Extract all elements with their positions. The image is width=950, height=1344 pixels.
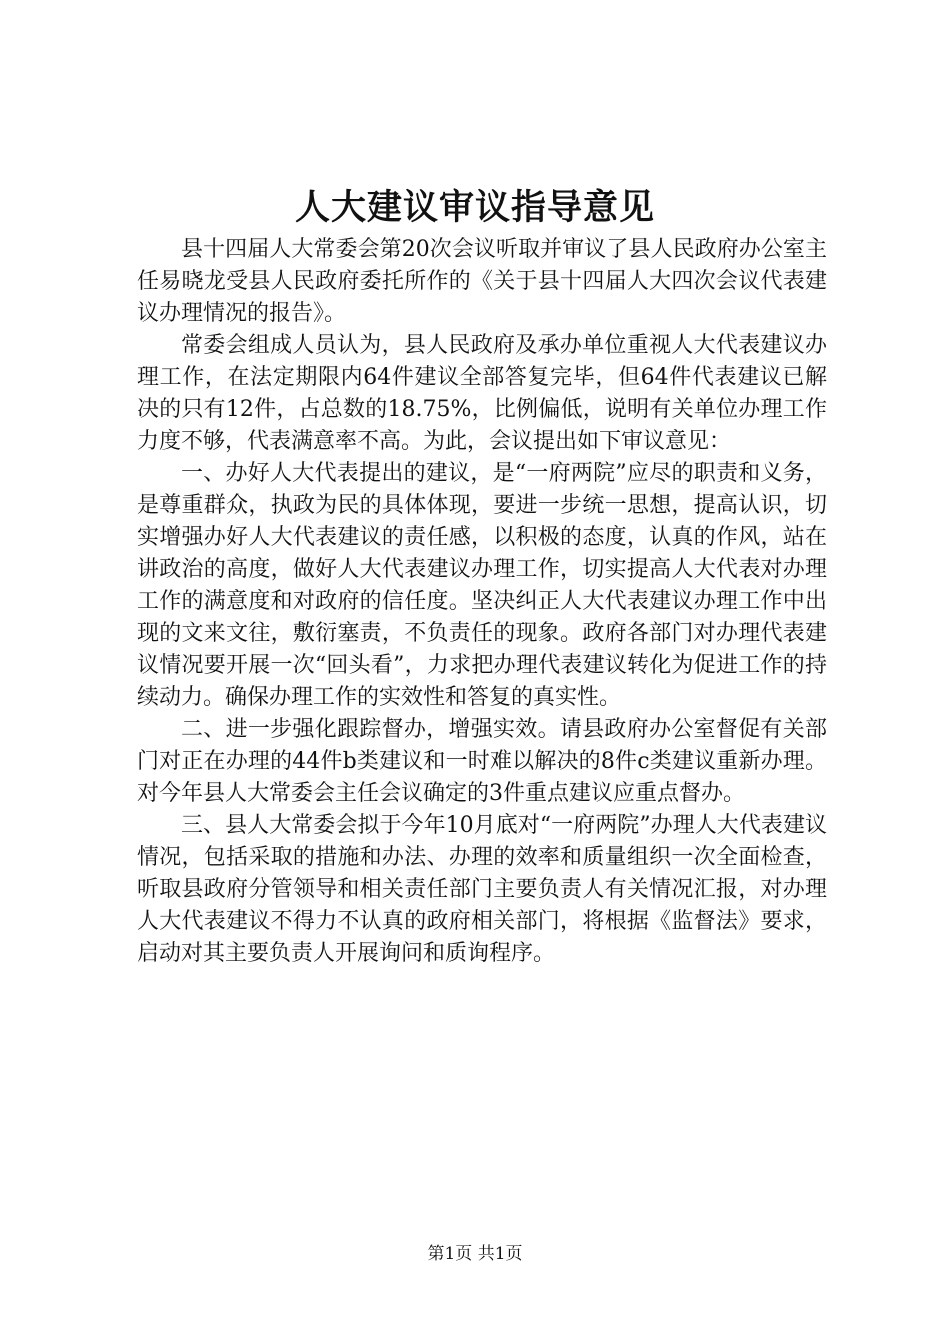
paragraph-point-two: 二、进一步强化跟踪督办，增强实效。请县政府办公室督促有关部门对正在办理的44件b类建议和一时难以解决的8件c类建议重新办理。对今年县人大常委会主任会议确定的3件重点建议应重点督办。 (137, 717, 827, 806)
paragraph-point-one: 一、办好人大代表提出的建议，是“一府两院”应尽的职责和义务，是尊重群众，执政为民的具体体现，要进一步统一思想，提高认识，切实增强办好人大代表建议的责任感，以积极的态度，认真的作风，站在讲政治的高度，做好人大代表建议办理工作，切实提高人大代表对办理工作的满意度和对政府的信任度。坚决纠正人大代表建议办理工作中出现的文来文往，敷衍塞责，不负责任的现象。政府各部门对办理代表建议情况要开展一次“回头看”，力求把办理代表建议转化为促进工作的持续动力。确保办理工作的实效性和答复的真实性。 (137, 461, 827, 710)
document-title: 人大建议审议指导意见 (294, 187, 655, 228)
paragraph-opinion-summary: 常委会组成人员认为，县人民政府及承办单位重视人大代表建议办理工作，在法定期限内64件建议全部答复完毕，但64件代表建议已解决的只有12件，占总数的18.75%，比例偏低，说明有关单位办理工作力度不够，代表满意率不高。为此，会议提出如下审议意见： (137, 333, 827, 454)
paragraph-intro: 县十四届人大常委会第20次会议听取并审议了县人民政府办公室主任易晓龙受县人民政府委托所作的《关于县十四届人大四次会议代表建议办理情况的报告》。 (137, 237, 827, 326)
paragraph-point-three: 三、县人大常委会拟于今年10月底对“一府两院”办理人大代表建议情况，包括采取的措施和办法、办理的效率和质量组织一次全面检查，听取县政府分管领导和相关责任部门主要负责人有关情况汇报，对办理人大代表建议不得力不认真的政府相关部门，将根据《监督法》要求，启动对其主要负责人开展询问和质询程序。 (137, 813, 827, 966)
document-body (137, 234, 827, 970)
page-number-footer: 第1页 共1页 (427, 1244, 523, 1264)
